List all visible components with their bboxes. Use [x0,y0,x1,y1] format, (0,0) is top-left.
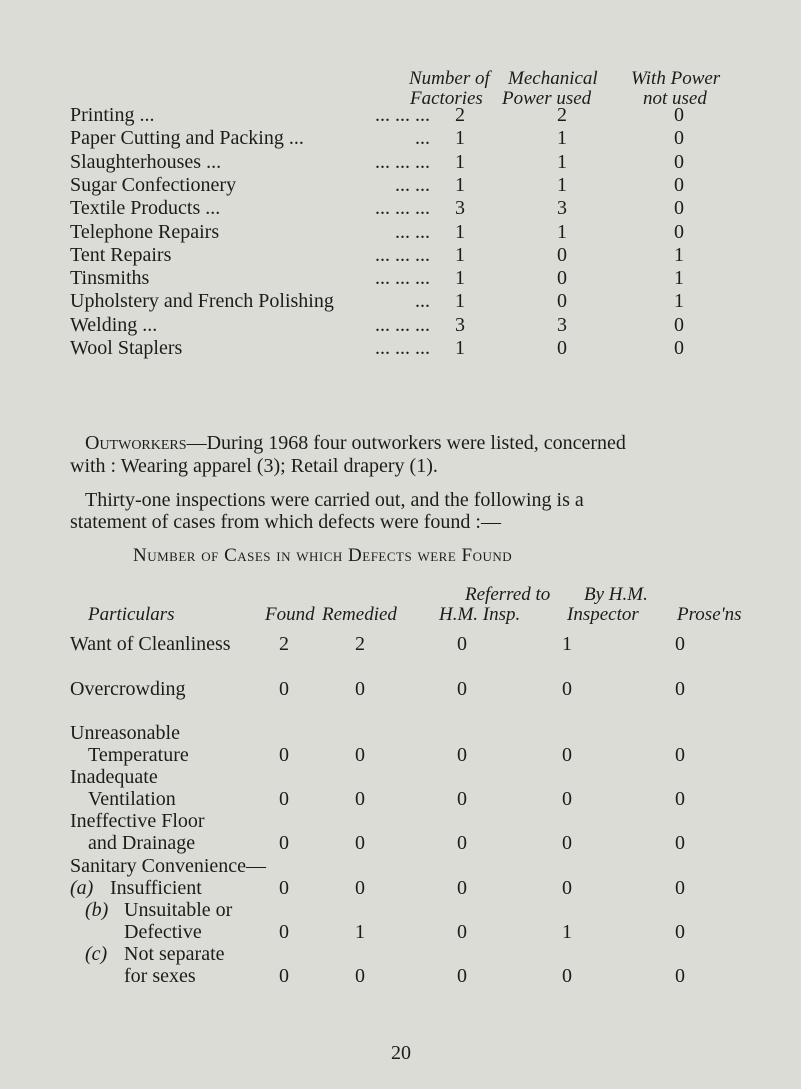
found-value: 0 [279,832,289,854]
outworkers-text-1: —During 1968 four outworkers were listed, concerned [186,432,626,454]
prosecutions-value: 0 [675,788,685,810]
dot-leader: ... ... ... [375,244,430,266]
t1-header-factories-2: Factories [410,88,483,109]
t1-header-mechanical-1: Mechanical [508,68,598,89]
referred-value: 0 [457,965,467,987]
dot-leader: ... ... ... [375,104,430,126]
row-label-line1: Unsuitable or [124,899,233,921]
mechanical-value: 1 [557,151,567,173]
referred-value: 0 [457,788,467,810]
t2-header-byhm-1: By H.M. [584,584,648,605]
remedied-value: 2 [355,633,365,655]
mechanical-value: 0 [557,244,567,266]
mechanical-value: 1 [557,221,567,243]
by-hm-value: 0 [562,965,572,987]
factories-value: 1 [455,174,465,196]
referred-value: 0 [457,744,467,766]
row-label-line1: Want of Cleanliness [70,633,231,655]
row-label-line2: and Drainage [88,832,196,854]
found-value: 0 [279,965,289,987]
not-used-value: 0 [674,151,684,173]
row-label: Paper Cutting and Packing ... [70,127,304,149]
by-hm-value: 0 [562,832,572,854]
row-label: Tent Repairs [70,244,172,266]
by-hm-value: 0 [562,678,572,700]
not-used-value: 0 [674,104,684,126]
remedied-value: 0 [355,877,365,899]
row-label-line2: Insufficient [110,877,202,899]
referred-value: 0 [457,633,467,655]
dot-leader: ... ... ... [375,314,430,336]
row-label: Sugar Confectionery [70,174,237,196]
outworkers-heading: Outworkers [85,432,187,454]
by-hm-value: 0 [562,788,572,810]
prosecutions-value: 0 [675,921,685,943]
row-label: Upholstery and French Polishing [70,290,334,312]
t1-header-power-1: With Power [631,68,721,89]
factories-value: 1 [455,221,465,243]
row-prefix: (a) [70,877,94,899]
referred-value: 0 [457,877,467,899]
row-label: Telephone Repairs [70,221,220,243]
found-value: 0 [279,678,289,700]
dot-leader: ... [415,290,430,312]
not-used-value: 0 [674,174,684,196]
factories-value: 1 [455,127,465,149]
mechanical-value: 2 [557,104,567,126]
found-value: 2 [279,633,289,655]
row-label-line1: Not separate [124,943,225,965]
found-value: 0 [279,788,289,810]
mechanical-value: 0 [557,337,567,359]
found-value: 0 [279,877,289,899]
t1-header-mechanical-2: Power used [502,88,592,109]
prosecutions-value: 0 [675,678,685,700]
remedied-value: 0 [355,832,365,854]
row-label: Slaughterhouses ... [70,151,222,173]
dot-leader: ... ... [395,221,430,243]
factories-value: 1 [455,290,465,312]
row-label-line1: Sanitary Convenience— [70,855,267,877]
row-prefix: (b) [85,899,109,921]
not-used-value: 0 [674,314,684,336]
dot-leader: ... ... ... [375,337,430,359]
t2-header-found: Found [265,604,315,625]
remedied-value: 0 [355,678,365,700]
prosecutions-value: 0 [675,877,685,899]
t2-header-remedied: Remedied [322,604,397,625]
by-hm-value: 0 [562,877,572,899]
prosecutions-value: 0 [675,744,685,766]
referred-value: 0 [457,832,467,854]
row-label-line1: Overcrowding [70,678,186,700]
row-label-line1: Unreasonable [70,722,180,744]
not-used-value: 0 [674,221,684,243]
t2-header-prosecutions: Prose'ns [677,604,742,625]
inspections-line-1: Thirty-one inspections were carried out, and the following is a [85,489,584,511]
remedied-value: 0 [355,788,365,810]
not-used-value: 1 [674,290,684,312]
row-label-line1: Inadequate [70,766,158,788]
remedied-value: 0 [355,965,365,987]
mechanical-value: 1 [557,174,567,196]
row-label-line2: Defective [124,921,202,943]
inspections-line-2: statement of cases from which defects were found :— [70,511,501,533]
prosecutions-value: 0 [675,832,685,854]
section-title: Number of Cases in which Defects were Found [133,545,513,566]
t1-header-power-2: not used [643,88,707,109]
row-label: Textile Products ... [70,197,221,219]
row-prefix: (c) [85,943,108,965]
dot-leader: ... ... ... [375,197,430,219]
t2-header-referred-2: H.M. Insp. [439,604,521,625]
t2-header-particulars: Particulars [88,604,175,625]
not-used-value: 0 [674,197,684,219]
row-label: Tinsmiths [70,267,150,289]
by-hm-value: 0 [562,744,572,766]
not-used-value: 0 [674,337,684,359]
t2-header-byhm-2: Inspector [567,604,639,625]
prosecutions-value: 0 [675,633,685,655]
dot-leader: ... ... ... [375,267,430,289]
factories-value: 3 [455,197,465,219]
row-label: Printing ... [70,104,155,126]
row-label-line2: Temperature [88,744,189,766]
dot-leader: ... [415,127,430,149]
found-value: 0 [279,921,289,943]
factories-value: 1 [455,267,465,289]
mechanical-value: 0 [557,267,567,289]
row-label-line2: Ventilation [88,788,176,810]
page-number: 20 [391,1042,411,1064]
t1-header-factories-1: Number of [409,68,490,89]
by-hm-value: 1 [562,633,572,655]
mechanical-value: 0 [557,290,567,312]
row-label-line1: Ineffective Floor [70,810,205,832]
mechanical-value: 3 [557,314,567,336]
remedied-value: 1 [355,921,365,943]
found-value: 0 [279,744,289,766]
row-label-line2: for sexes [124,965,196,987]
factories-value: 1 [455,337,465,359]
factories-value: 2 [455,104,465,126]
remedied-value: 0 [355,744,365,766]
factories-value: 3 [455,314,465,336]
mechanical-value: 1 [557,127,567,149]
factories-value: 1 [455,151,465,173]
outworkers-text-2: with : Wearing apparel (3); Retail drapery (1). [70,455,438,477]
by-hm-value: 1 [562,921,572,943]
row-label: Wool Staplers [70,337,183,359]
dot-leader: ... ... ... [375,151,430,173]
factories-value: 1 [455,244,465,266]
not-used-value: 0 [674,127,684,149]
t2-header-referred-1: Referred to [465,584,551,605]
not-used-value: 1 [674,267,684,289]
prosecutions-value: 0 [675,965,685,987]
row-label: Welding ... [70,314,158,336]
referred-value: 0 [457,921,467,943]
referred-value: 0 [457,678,467,700]
not-used-value: 1 [674,244,684,266]
mechanical-value: 3 [557,197,567,219]
dot-leader: ... ... [395,174,430,196]
